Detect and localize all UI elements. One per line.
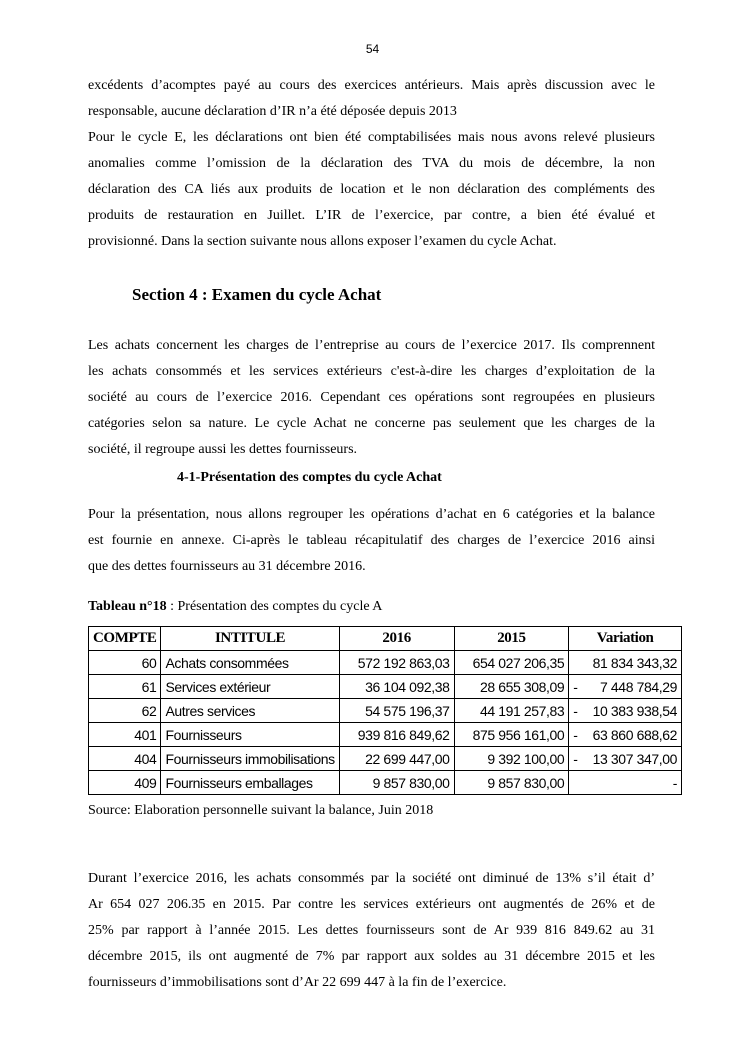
cell-variation (569, 675, 682, 699)
text-line: décembre 2015, ils ont augmenté de 7% par rapport aux soldes au 31 décembre 2015 et les (88, 949, 655, 964)
cell-variation (569, 651, 682, 675)
cell-intitule: Autres services (161, 699, 339, 723)
cell-intitule: Services extérieur (161, 675, 339, 699)
cell-compte: 409 (89, 771, 161, 795)
text-line: que des dettes fournisseurs au 31 décembre 2016. (88, 559, 366, 574)
column-header-compte: COMPTE (89, 627, 161, 651)
cell-intitule: Fournisseurs immobilisations (161, 747, 339, 771)
text-line: Les achats concernent les charges de l’entreprise au cours de l’exercice 2017. Ils comprennent (88, 338, 655, 353)
variation-value: 81 834 343,32 (592, 654, 677, 671)
text-line: société, il regroupe aussi les dettes fournisseurs. (88, 442, 358, 457)
column-header-variation: Variation (569, 627, 682, 651)
cell-variation (569, 699, 682, 723)
variation-value: 63 860 688,62 (592, 726, 677, 743)
cell-2016: 36 104 092,38 (339, 675, 454, 699)
text-line: produits de restauration en Juillet. L’IR de l’exercice, par contre, a bien été évalué et (88, 208, 655, 223)
cell-compte: 401 (89, 723, 161, 747)
cell-compte: 62 (89, 699, 161, 723)
cell-2016: 22 699 447,00 (339, 747, 454, 771)
text-line: les achats consommés et les services extérieurs c'est-à-dire les charges d’exploitation de la (88, 364, 655, 379)
variation-sign: - (573, 702, 578, 719)
table-row (89, 651, 682, 675)
section-heading: Section 4 : Examen du cycle Achat (132, 285, 382, 304)
paragraph-1 (88, 73, 655, 255)
subsection-heading: 4-1-Présentation des comptes du cycle Achat (177, 470, 442, 485)
cell-2015: 9 857 830,00 (454, 771, 569, 795)
table-source-note: Source: Elaboration personnelle suivant la balance, Juin 2018 (88, 803, 434, 818)
table-row (89, 675, 682, 699)
column-header-2015: 2015 (454, 627, 569, 651)
cell-2016: 54 575 196,37 (339, 699, 454, 723)
table-row (89, 747, 682, 771)
paragraph-4 (88, 866, 655, 996)
text-line: Pour le cycle E, les déclarations ont bien été comptabilisées mais nous avons relevé plusieurs (88, 130, 655, 145)
text-line: excédents d’acomptes payé au cours des exercices antérieurs. Mais après discussion avec le (88, 78, 655, 93)
cell-2015: 28 655 308,09 (454, 675, 569, 699)
table-row (89, 771, 682, 795)
column-header-intitule: INTITULE (161, 627, 339, 651)
text-line: déclaration des CA liés aux produits de location et le non déclaration des compléments des (88, 182, 655, 197)
text-line: catégories selon sa nature. Le cycle Achat ne concerne pas seulement que les charges de la (88, 416, 655, 431)
variation-value: 13 307 347,00 (592, 750, 677, 767)
cell-variation (569, 747, 682, 771)
cell-2015: 44 191 257,83 (454, 699, 569, 723)
variation-sign: - (573, 726, 578, 743)
text-line: provisionné. Dans la section suivante nous allons exposer l’examen du cycle Achat. (88, 234, 557, 249)
cell-2015: 9 392 100,00 (454, 747, 569, 771)
cell-variation (569, 723, 682, 747)
text-line: fournisseurs d’immobilisations sont d’Ar 22 699 447 à la fin de l’exercice. (88, 975, 507, 990)
cell-intitule: Fournisseurs (161, 723, 339, 747)
text-line: 25% par rapport à l’année 2015. Les dettes fournisseurs sont de Ar 939 816 849.62 au 31 (88, 923, 655, 938)
text-line: est fournie en annexe. Ci-après le tableau récapitulatif des charges de l’exercice 2016 ainsi (88, 533, 655, 548)
variation-value: 10 383 938,54 (592, 702, 677, 719)
paragraph-3 (88, 502, 655, 580)
column-header-2016: 2016 (339, 627, 454, 651)
table-header-row (89, 627, 682, 651)
cell-2016: 9 857 830,00 (339, 771, 454, 795)
text-line: Pour la présentation, nous allons regrouper les opérations d’achat en 6 catégories et la balance (88, 507, 655, 522)
text-line: anomalies comme l’omission de la déclaration des TVA du mois de décembre, la non (88, 156, 655, 171)
paragraph-2 (88, 333, 655, 463)
accounts-table (88, 626, 682, 795)
cell-variation (569, 771, 682, 795)
variation-value: - (672, 774, 677, 791)
page-number: 54 (365, 42, 380, 56)
variation-value: 7 448 784,29 (600, 678, 677, 695)
text-line: Ar 654 027 206.35 en 2015. Par contre les services extérieurs ont augmentés de 26% et de (88, 897, 655, 912)
variation-sign: - (573, 750, 578, 767)
cell-intitule: Achats consommées (161, 651, 339, 675)
cell-2016: 939 816 849,62 (339, 723, 454, 747)
text-line: Durant l’exercice 2016, les achats consommés par la société ont diminué de 13% s’il était d’ (88, 871, 655, 886)
table-row (89, 723, 682, 747)
table-caption-text: : Présentation des comptes du cycle A (166, 599, 383, 614)
cell-compte: 60 (89, 651, 161, 675)
variation-sign: - (573, 678, 578, 695)
cell-2016: 572 192 863,03 (339, 651, 454, 675)
cell-2015: 875 956 161,00 (454, 723, 569, 747)
table-caption-label: Tableau n°18 (88, 599, 167, 614)
table-caption (88, 599, 382, 615)
cell-2015: 654 027 206,35 (454, 651, 569, 675)
cell-intitule: Fournisseurs emballages (161, 771, 339, 795)
text-line: société au cours de l’exercice 2016. Cependant ces opérations sont regroupées en plusieurs (88, 390, 655, 405)
cell-compte: 61 (89, 675, 161, 699)
cell-compte: 404 (89, 747, 161, 771)
table-row (89, 699, 682, 723)
text-line: responsable, aucune déclaration d’IR n’a été déposée depuis 2013 (88, 104, 457, 119)
